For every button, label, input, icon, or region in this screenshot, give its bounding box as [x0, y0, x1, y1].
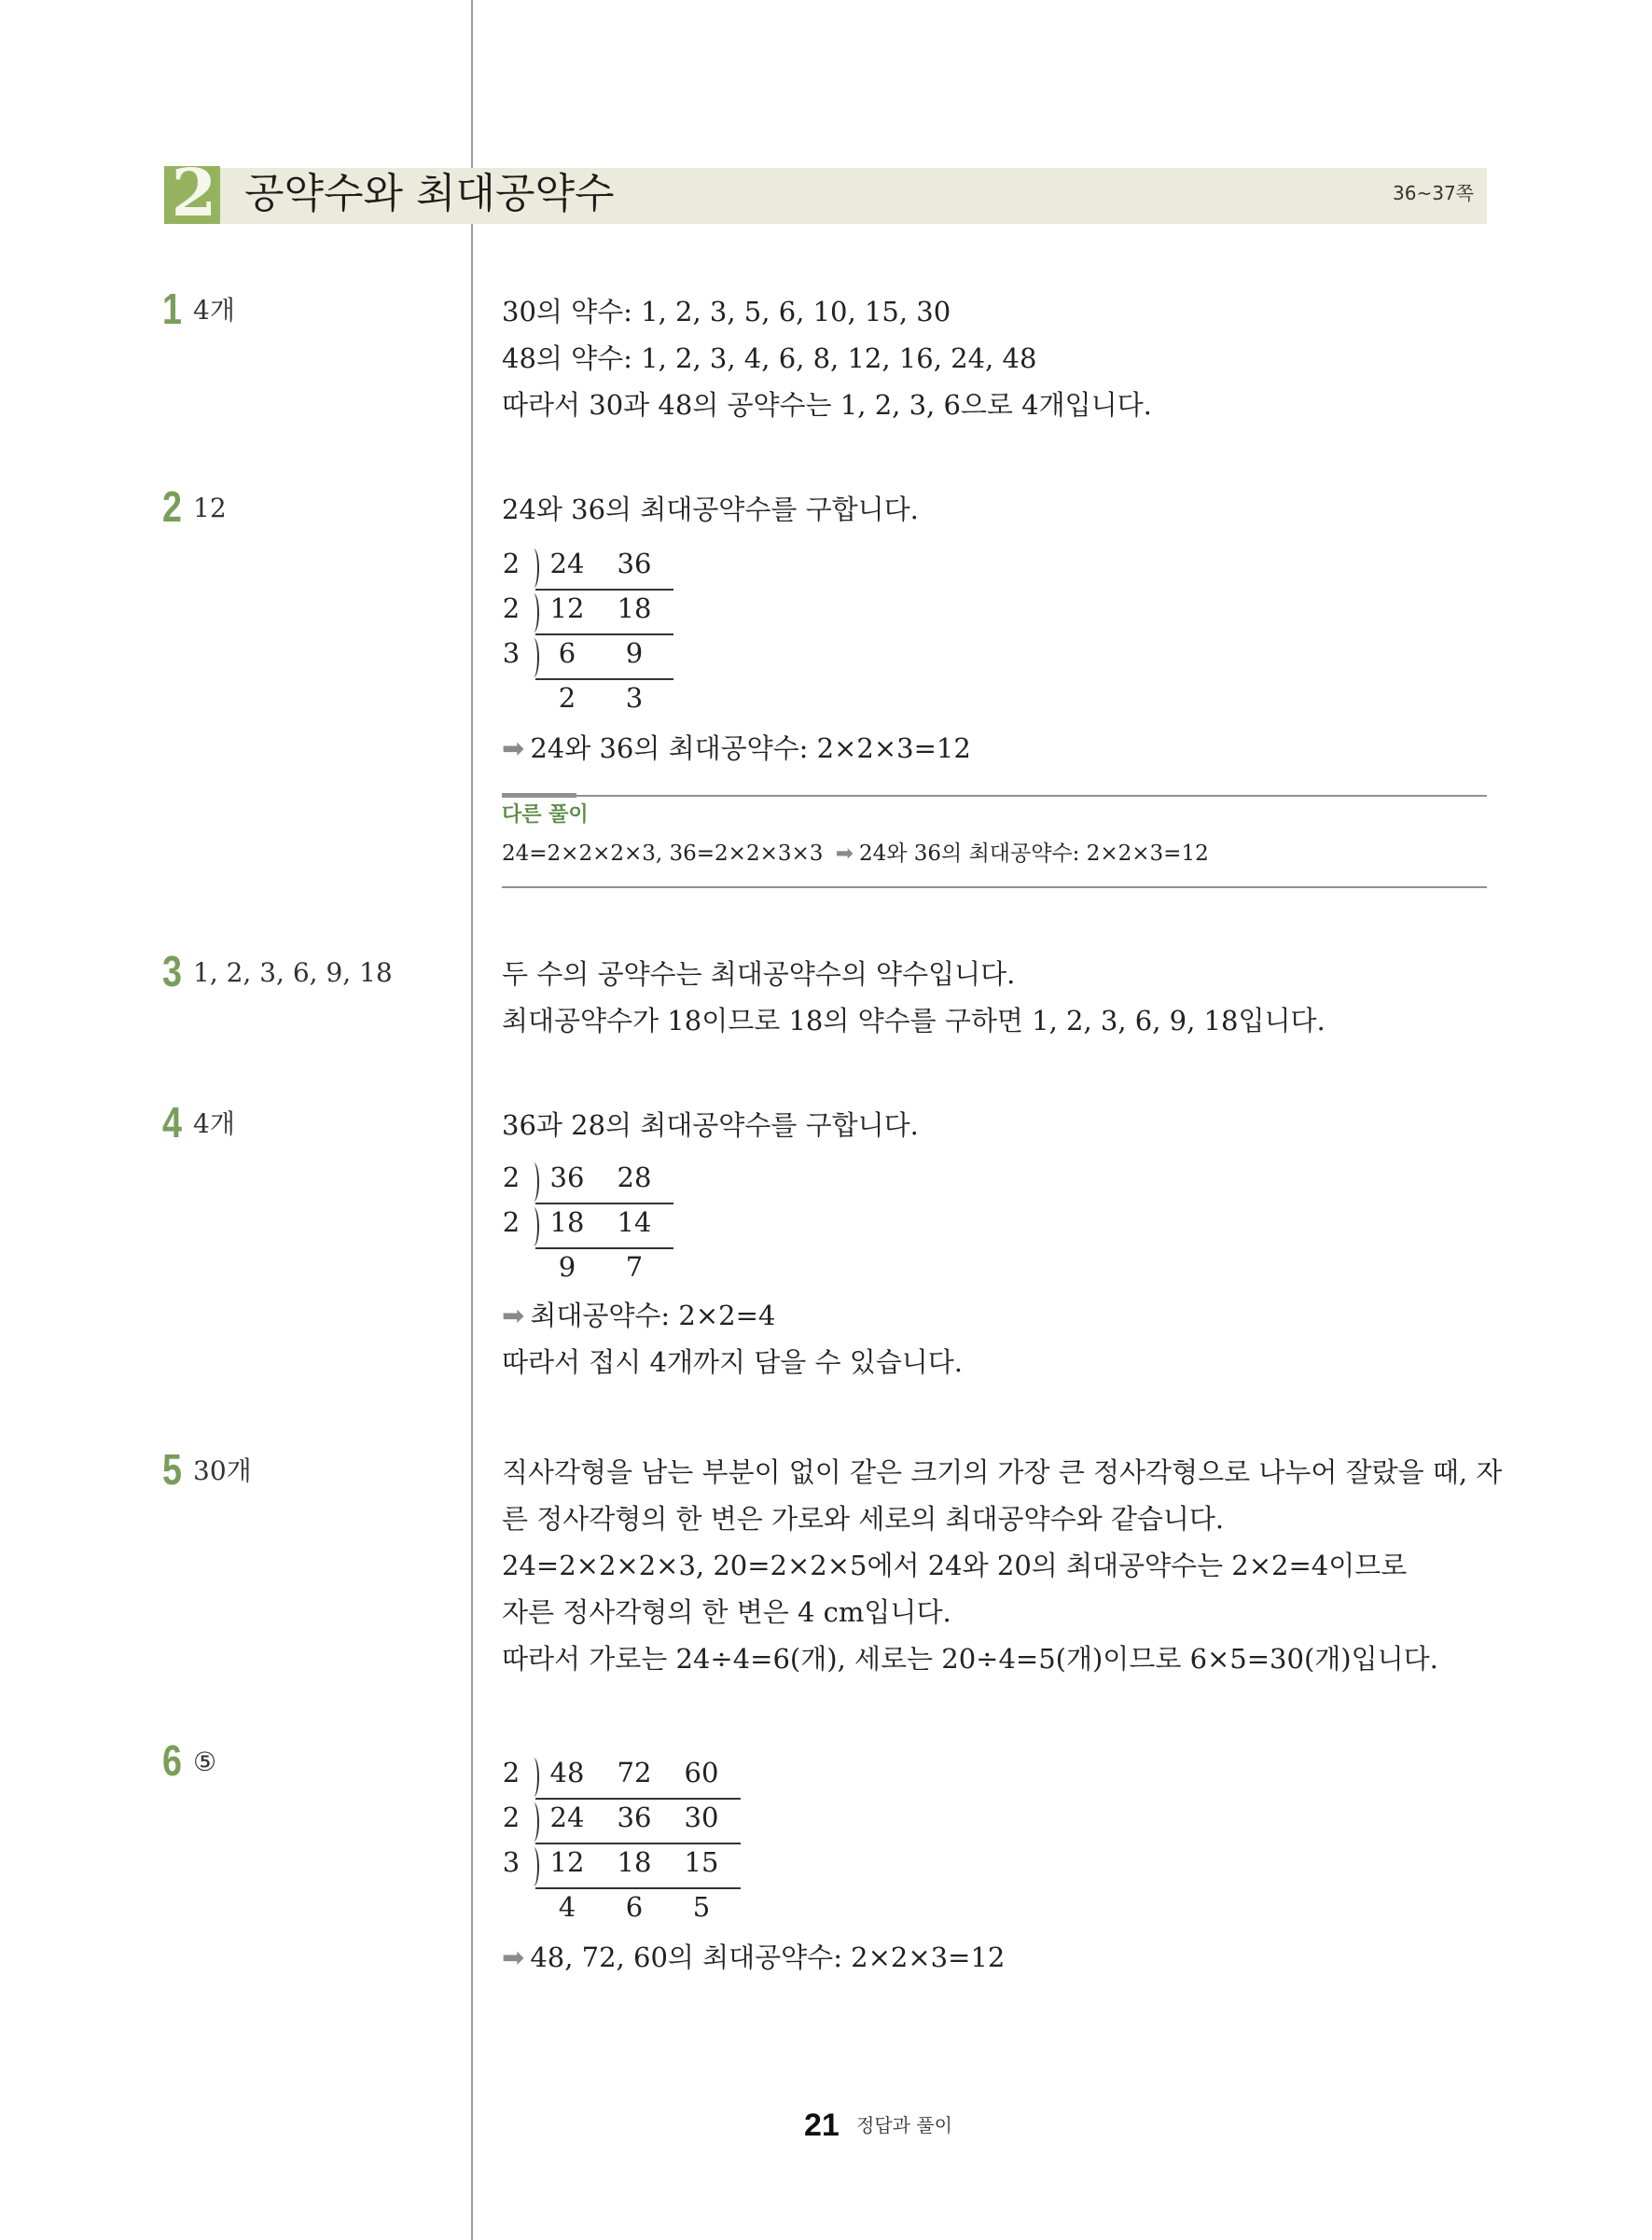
explanation-line: 24와 36의 최대공약수를 구합니다. [502, 494, 919, 525]
ladder-value: 30 [684, 1802, 719, 1833]
ladder-value: 60 [684, 1757, 719, 1788]
ladder-quotient: 5 [692, 1891, 711, 1923]
column-divider [471, 0, 473, 2240]
result-text: 48, 72, 60의 최대공약수: 2×2×3=12 [530, 1941, 1006, 1973]
ladder-divisor: 2 [502, 1802, 521, 1833]
alt-solution-bottom-rule [502, 886, 1487, 888]
ladder-divisor: 2 [502, 1757, 521, 1788]
ladder-division [502, 547, 688, 733]
question-answer: 12 [193, 493, 227, 523]
arrow-right-icon: ➡ [835, 842, 854, 866]
ladder-value: 72 [617, 1757, 652, 1788]
arrow-right-icon: ➡ [502, 1941, 525, 1973]
question-answer: 1, 2, 3, 6, 9, 18 [193, 957, 393, 988]
ladder-value: 24 [549, 1802, 585, 1833]
section-title: 공약수와 최대공약수 [244, 170, 615, 217]
ladder-value: 48 [549, 1757, 585, 1788]
ladder-value: 14 [617, 1206, 652, 1238]
explanation-line: 36과 28의 최대공약수를 구합니다. [502, 1109, 919, 1141]
ladder-value: 6 [558, 637, 576, 669]
explanation-line: 따라서 접시 4개까지 담을 수 있습니다. [502, 1346, 963, 1378]
explanation-line: 30의 약수: 1, 2, 3, 5, 6, 10, 15, 30 [502, 296, 951, 327]
ladder-quotient: 7 [625, 1251, 644, 1283]
question-number: 3 [162, 947, 182, 995]
ladder-value: 18 [617, 592, 652, 624]
ladder-divisor: 3 [502, 637, 521, 669]
ladder-value: 12 [549, 1846, 585, 1878]
explanation-line: 직사각형을 남는 부분이 없이 같은 크기의 가장 큰 정사각형으로 나누어 잘랐을 때, 자 [502, 1456, 1503, 1488]
ladder-bracket [528, 1758, 539, 1797]
question-answer: 4개 [193, 295, 235, 326]
ladder-divisor: 2 [502, 548, 521, 579]
ladder-value: 9 [625, 637, 644, 669]
question-answer: 30개 [193, 1455, 252, 1486]
ladder-rule [535, 1247, 673, 1249]
ladder-quotient: 6 [625, 1891, 644, 1923]
result-text: 24와 36의 최대공약수: 2×2×3=12 [530, 732, 971, 764]
ladder-value: 18 [549, 1206, 585, 1238]
result-line [502, 1941, 1005, 1974]
alt-solution-title: 다른 풀이 [502, 803, 589, 827]
section-number: 2 [171, 154, 217, 231]
ladder-rule [535, 589, 673, 591]
alt-solution-top-rule [502, 795, 1487, 797]
ladder-quotient: 3 [625, 682, 644, 714]
ladder-bracket [528, 1207, 539, 1246]
question-answer: ⑤ [193, 1746, 217, 1777]
section-pages: 36~37쪽 [1393, 182, 1474, 204]
ladder-divisor: 2 [502, 1162, 521, 1193]
ladder-value: 18 [617, 1846, 652, 1878]
ladder-rule [535, 1887, 741, 1889]
explanation-line: 자른 정사각형의 한 변은 4 cm입니다. [502, 1596, 951, 1628]
ladder-rule [535, 1203, 673, 1204]
ladder-bracket [528, 1847, 539, 1886]
ladder-value: 28 [617, 1162, 652, 1193]
question-answer: 4개 [193, 1108, 235, 1139]
ladder-rule [535, 678, 673, 680]
ladder-division [502, 1161, 688, 1301]
ladder-bracket [528, 1162, 539, 1202]
ladder-bracket [528, 1802, 539, 1842]
ladder-value: 36 [617, 548, 652, 579]
explanation-line: 24=2×2×2×3, 20=2×2×5에서 24와 20의 최대공약수는 2×2=4이므로 [502, 1550, 1408, 1581]
alt-solution-result: 24와 36의 최대공약수: 2×2×3=12 [859, 842, 1209, 866]
explanation-line: 최대공약수가 18이므로 18의 약수를 구하면 1, 2, 3, 6, 9, 18입니다. [502, 1005, 1326, 1037]
ladder-rule [535, 633, 673, 635]
question-number: 2 [162, 482, 182, 531]
question-number: 6 [162, 1736, 182, 1785]
explanation-line: 48의 약수: 1, 2, 3, 4, 6, 8, 12, 16, 24, 48 [502, 342, 1037, 374]
question-number: 5 [162, 1445, 182, 1494]
alt-solution-factors: 24=2×2×2×3, 36=2×2×3×3 [502, 842, 824, 866]
ladder-value: 36 [617, 1802, 652, 1833]
ladder-division [502, 1756, 744, 1942]
alt-solution-text [502, 838, 1209, 870]
ladder-quotient: 9 [558, 1251, 576, 1283]
page-number: 21 [804, 2108, 840, 2143]
explanation-line: 두 수의 공약수는 최대공약수의 약수입니다. [502, 958, 1016, 990]
ladder-quotient: 4 [558, 1891, 576, 1923]
ladder-bracket [528, 549, 539, 588]
ladder-divisor: 2 [502, 1206, 521, 1238]
question-number: 4 [162, 1098, 182, 1147]
ladder-rule [535, 1843, 741, 1844]
page-footer-label: 정답과 풀이 [856, 2114, 952, 2136]
ladder-divisor: 3 [502, 1846, 521, 1878]
ladder-value: 12 [549, 592, 585, 624]
explanation-line: 따라서 30과 48의 공약수는 1, 2, 3, 6으로 4개입니다. [502, 389, 1152, 421]
ladder-bracket [528, 593, 539, 633]
question-number: 1 [162, 285, 182, 333]
arrow-right-icon: ➡ [502, 1300, 525, 1331]
result-line [502, 731, 971, 765]
ladder-value: 24 [549, 548, 585, 579]
result-text: 최대공약수: 2×2=4 [530, 1300, 776, 1331]
ladder-quotient: 2 [558, 682, 576, 714]
explanation-line: 른 정사각형의 한 변은 가로와 세로의 최대공약수와 같습니다. [502, 1503, 1225, 1535]
ladder-bracket [528, 638, 539, 677]
explanation-line: 따라서 가로는 24÷4=6(개), 세로는 20÷4=5(개)이므로 6×5=30(개)입니다. [502, 1643, 1438, 1675]
ladder-divisor: 2 [502, 592, 521, 624]
ladder-value: 36 [549, 1162, 585, 1193]
arrow-right-icon: ➡ [502, 732, 525, 764]
result-line [502, 1299, 775, 1332]
ladder-rule [535, 1798, 741, 1800]
ladder-value: 15 [684, 1846, 719, 1878]
